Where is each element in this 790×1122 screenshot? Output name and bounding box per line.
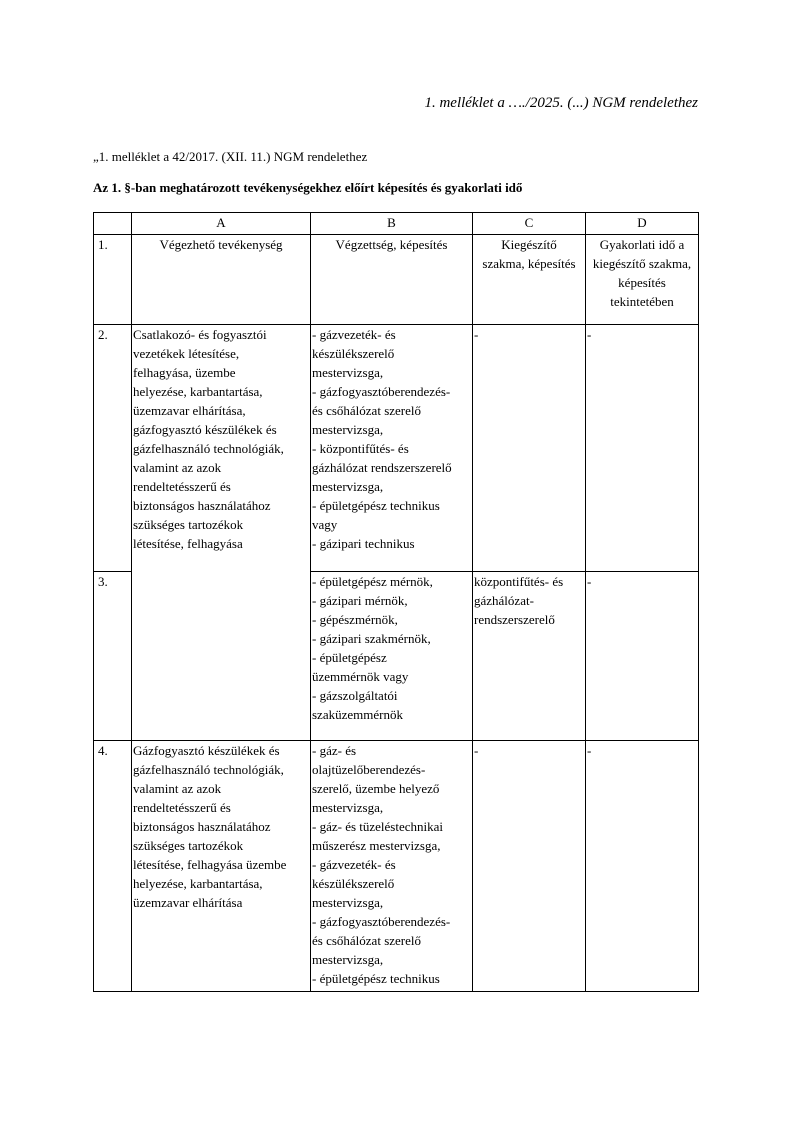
col-letter-c: C [473, 213, 586, 235]
qualification-table [93, 212, 699, 992]
table-row-2 [94, 325, 699, 572]
row-number: 4. [94, 741, 132, 992]
row-number: 1. [94, 235, 132, 325]
practice-time-cell: - [586, 572, 699, 741]
col-letter-d: D [586, 213, 699, 235]
header-supplementary: Kiegészítő szakma, képesítés [473, 235, 586, 325]
qualification-cell: - gázvezeték- és készülékszerelő mestervizsga, - gázfogyasztóberendezés- és csőhálózat szerelő mestervizsga, - központifűtés- és gázhálózat rendszerszerelő mestervizsga, - épületgépész technikus vagy - gázipari technikus [311, 325, 473, 572]
supplementary-cell: központifűtés- és gázhálózat- rendszerszerelő [473, 572, 586, 741]
header-activity: Végezhető tevékenység [132, 235, 311, 325]
corner-cell [94, 213, 132, 235]
table-row-4 [94, 741, 699, 992]
header-qualification: Végzettség, képesítés [311, 235, 473, 325]
col-letter-b: B [311, 213, 473, 235]
qualification-cell: - gáz- és olajtüzelőberendezés- szerelő, üzembe helyező mestervizsga, - gáz- és tüzeléstechnikai műszerész mestervizsga, - gázvezeték- és készülékszerelő mestervizsga, - gázfogyasztóberendezés- és csőhálózat szerelő mestervizsga, - épületgépész technikus [311, 741, 473, 992]
activity-cell-rows-2-3: Csatlakozó- és fogyasztói vezetékek létesítése, felhagyása, üzembe helyezése, karbantartása, üzemzavar elhárítása, gázfogyasztó készülékek és gázfelhasználó technológiák, valamint az azok rendeltetésszerű és biztonságos használatához szükséges tartozékok létesítése, felhagyása [132, 325, 311, 741]
quoted-annex-reference: „1. melléklet a 42/2017. (XII. 11.) NGM rendelethez [93, 149, 368, 164]
activity-cell: Gázfogyasztó készülékek és gázfelhasználó technológiák, valamint az azok rendeltetésszerű és biztonságos használatához szükséges tartozékok létesítése, felhagyása üzembe helyezése, karbantartása, üzemzavar elhárítása [132, 741, 311, 992]
annex-reference: 1. melléklet a …./2025. (...) NGM rendelethez [424, 95, 698, 111]
col-letter-a: A [132, 213, 311, 235]
table-title: Az 1. §-ban meghatározott tevékenységekhez előírt képesítés és gyakorlati idő [93, 180, 523, 195]
qualification-cell: - épületgépész mérnök, - gázipari mérnök, - gépészmérnök, - gázipari szakmérnök, - épületgépész üzemmérnök vagy - gázszolgáltatói szaküzemmérnök [311, 572, 473, 741]
row-number: 2. [94, 325, 132, 572]
row-number: 3. [94, 572, 132, 741]
table-row-1 [94, 235, 699, 325]
practice-time-cell: - [586, 741, 699, 992]
column-letter-row [94, 213, 699, 235]
practice-time-cell: - [586, 325, 699, 572]
supplementary-cell: - [473, 325, 586, 572]
header-practice-time: Gyakorlati idő a kiegészítő szakma, képesítés tekintetében [586, 235, 699, 325]
supplementary-cell: - [473, 741, 586, 992]
